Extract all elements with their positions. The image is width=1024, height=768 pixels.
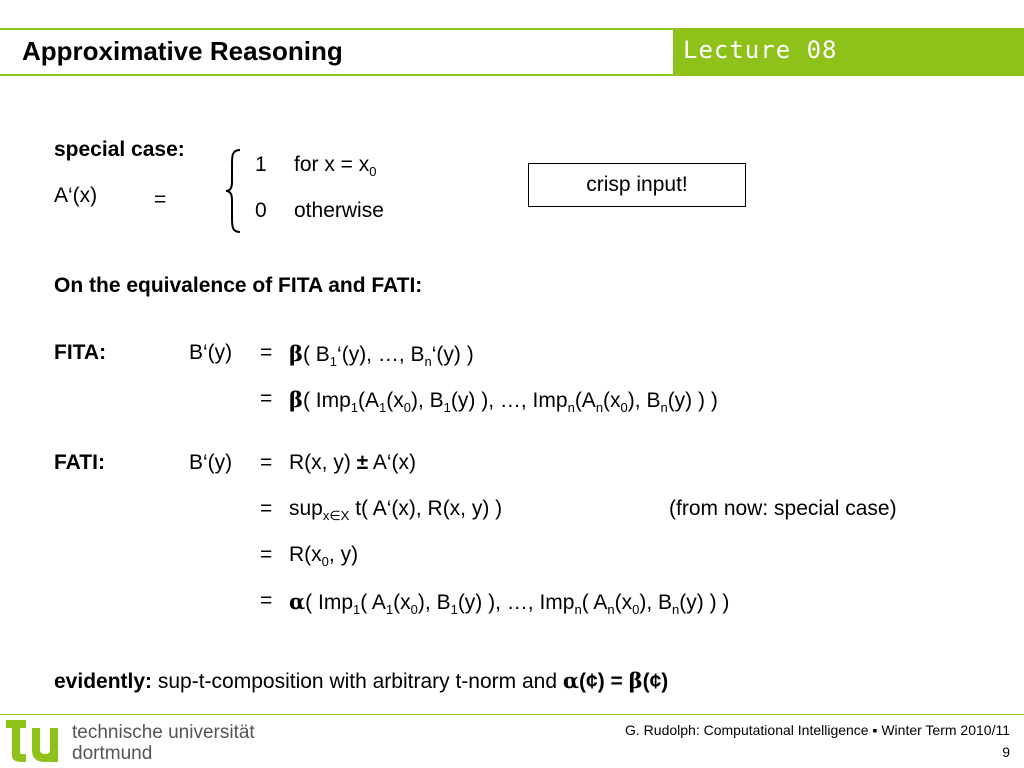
fati-equals-1: = (260, 451, 273, 474)
special-case-lhs: A‘(x) (54, 184, 98, 207)
fati-remark: (from now: special case) (669, 497, 897, 520)
lecture-banner (673, 30, 1024, 74)
special-case-equals: = (154, 188, 167, 211)
footer-course-info: G. Rudolph: Computational Intelligence ▪ Winter Term 2010/11 (625, 722, 1010, 738)
fita-label: FITA: (54, 341, 107, 364)
fita-lhs: B‘(y) (189, 341, 233, 364)
lecture-label: Lecture 08 (683, 36, 838, 64)
fati-label: FATI: (54, 451, 105, 474)
fati-formula-4: α( Imp$_1$( $A_1(x_0)$, $B_1(y)$ ), …, Imp$_n$( $A_n(x_0)$, $B_n(y)$ ) ) (289, 589, 730, 617)
fati-equals-4: = (260, 589, 273, 612)
case1-condition: for $x = x_0$ (294, 153, 377, 179)
footer-rule (0, 714, 1024, 715)
evidently-line: evidently: sup-t-composition with arbitrary t-norm and α(¢) = β(¢) (54, 668, 669, 693)
fati-equals-2: = (260, 497, 273, 520)
fita-equals-1: = (260, 341, 273, 364)
slide-title: Approximative Reasoning (22, 36, 343, 66)
fati-equals-3: = (260, 543, 273, 566)
fati-formula-3: $R(x_0$, y) (289, 543, 359, 569)
header-bottom-rule (0, 74, 1024, 76)
fati-lhs: B‘(y) (189, 451, 233, 474)
case1-value: 1 (255, 153, 267, 176)
fati-formula-1: R(x, y) ± A‘(x) (289, 451, 417, 474)
fita-formula-1: β( $B_1‘(y)$, …, $B_n‘(y)$ ) (289, 341, 474, 369)
tu-logo-icon (6, 716, 66, 764)
case2-value: 0 (255, 199, 267, 222)
fita-equals-2: = (260, 387, 273, 410)
special-case-heading: special case: (54, 138, 185, 161)
equivalence-heading: On the equivalence of FITA and FATI: (54, 274, 423, 297)
fati-formula-2: sup$_{x\in X}$ t( A‘(x), R(x, y) ) (289, 497, 503, 523)
university-name-line2: dortmund (72, 743, 153, 764)
university-name-line1: technische universität (72, 722, 255, 743)
crisp-input-note: crisp input! (528, 163, 746, 207)
fita-formula-2: β( $Imp_1(A_1(x_0)$, $B_1(y)$ ), …, $Imp_n(A_n(x_0)$, $B_n(y)$ ) ) (289, 387, 718, 415)
page-number: 9 (1002, 744, 1010, 760)
case2-condition: otherwise (294, 199, 384, 222)
left-brace-icon (224, 148, 244, 234)
